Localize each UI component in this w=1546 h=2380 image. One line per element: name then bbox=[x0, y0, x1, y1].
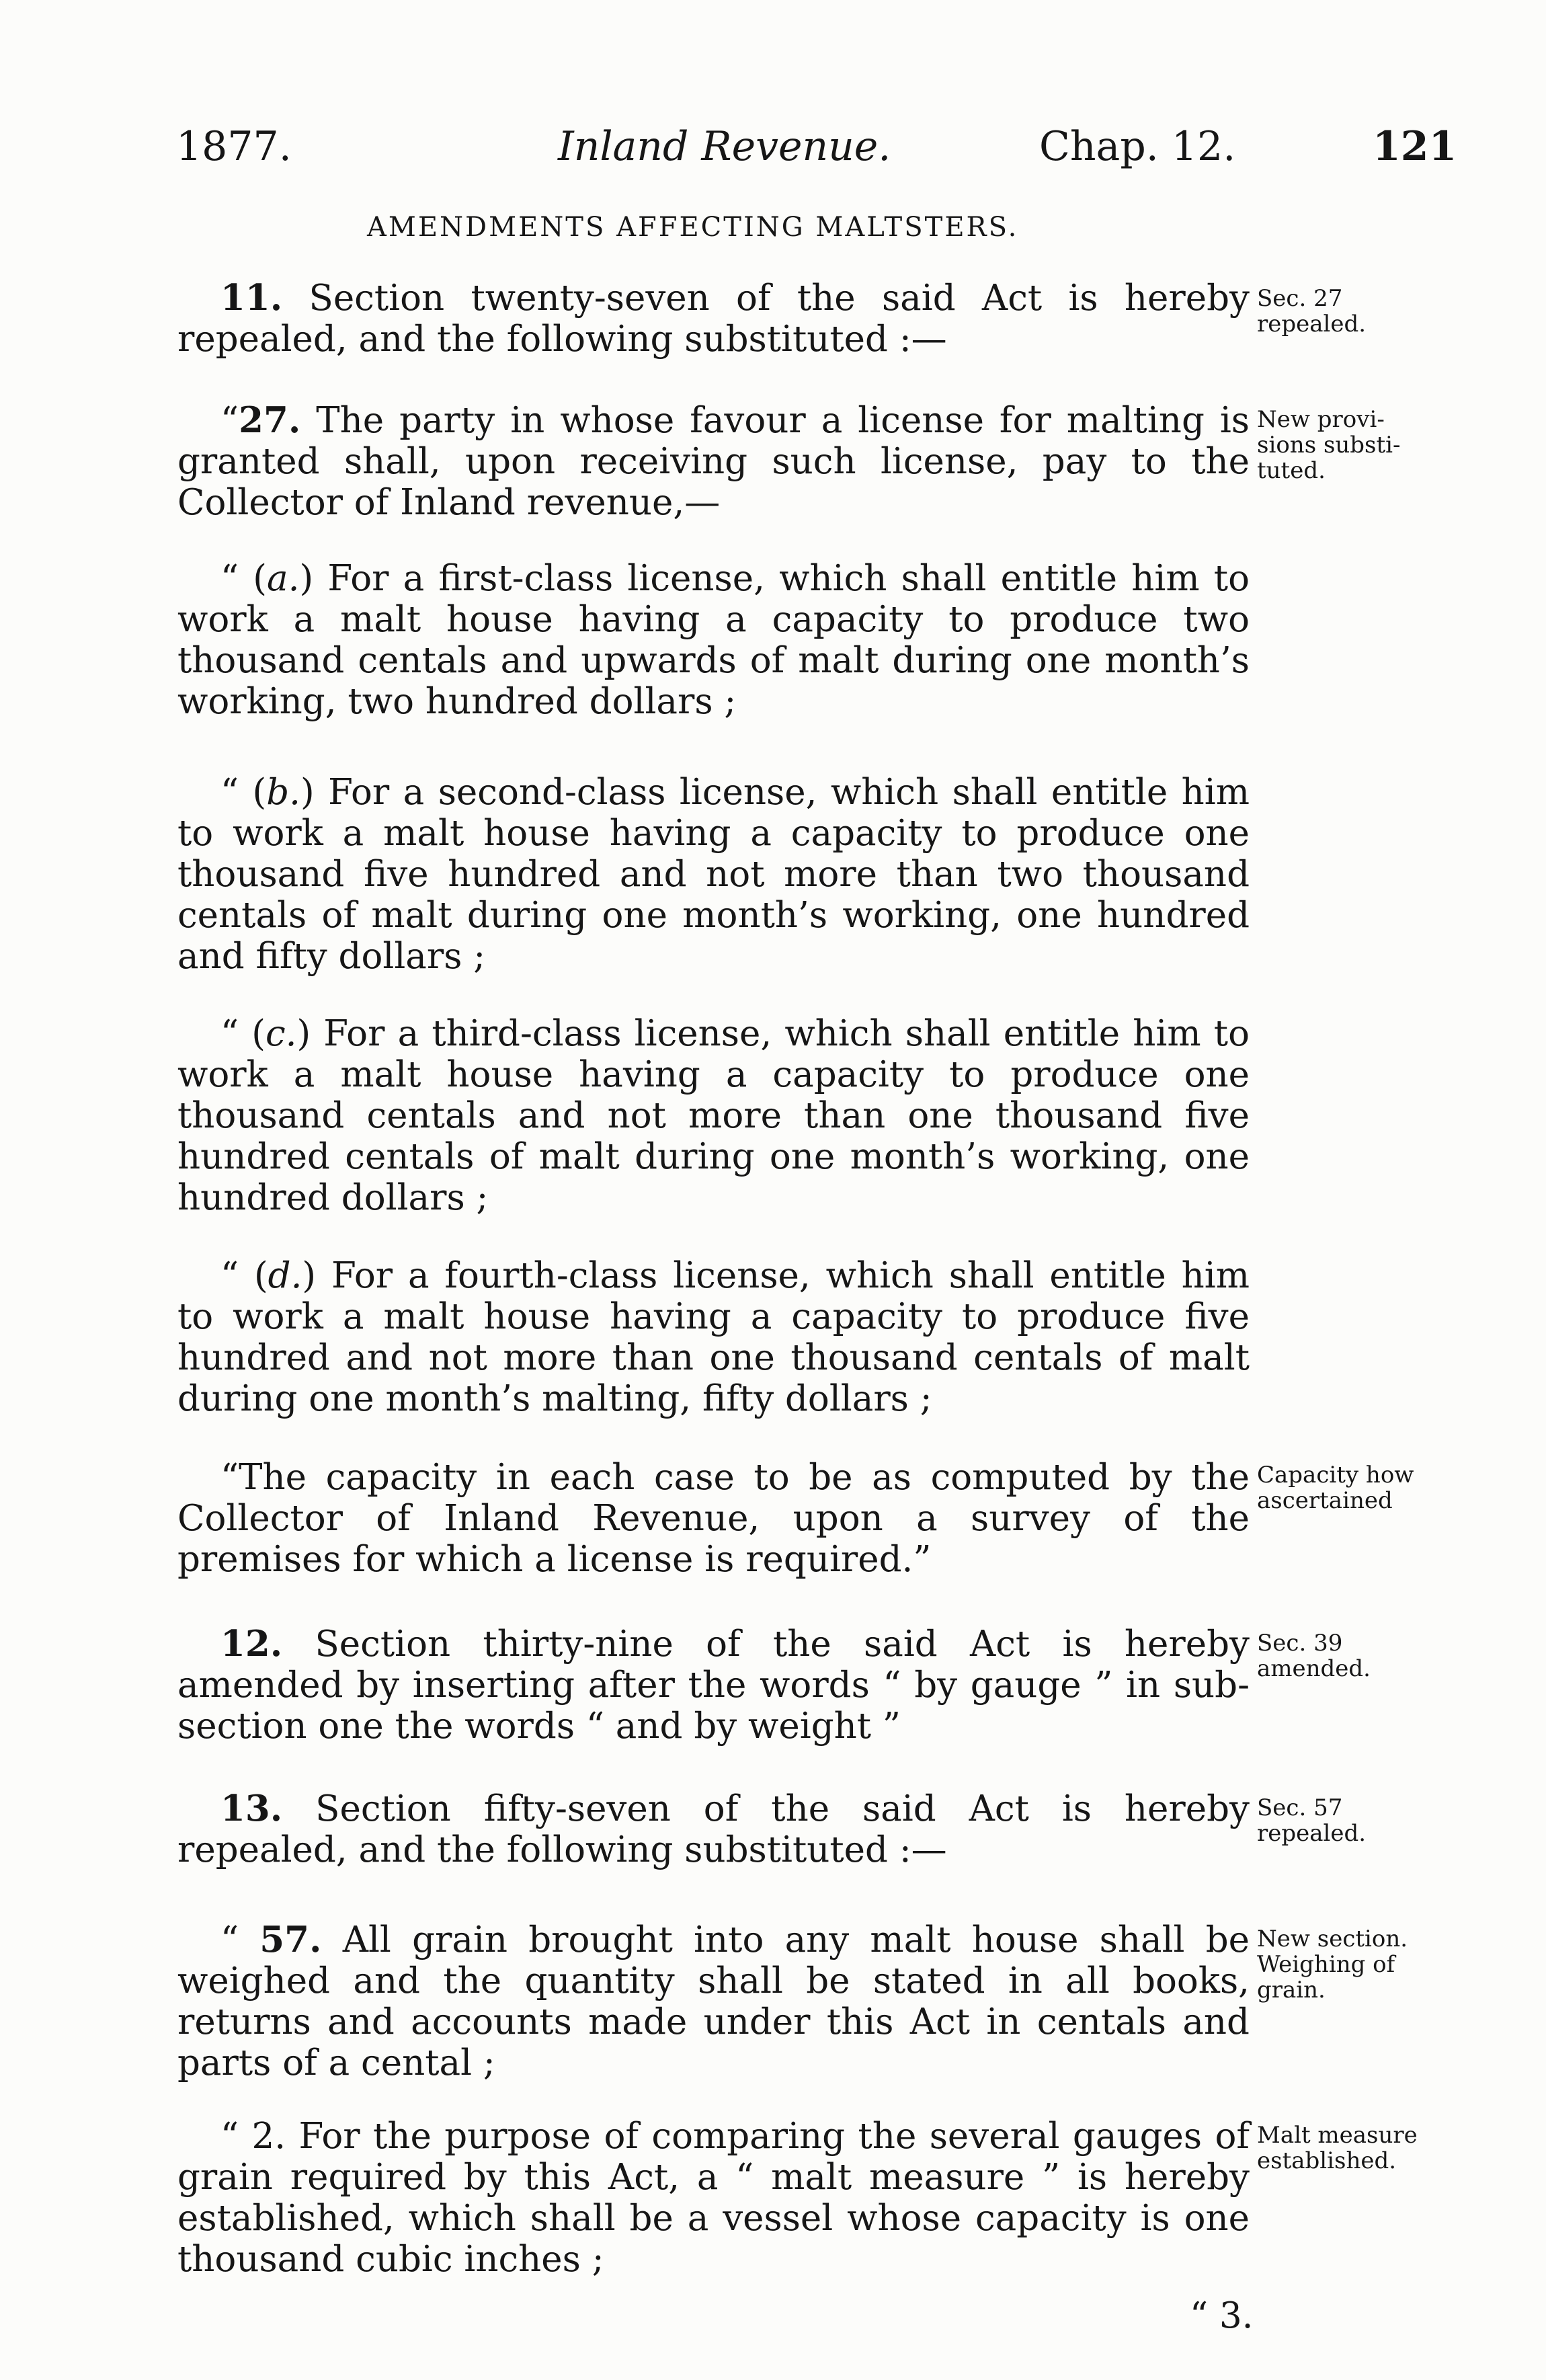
chapter-label: Chap. 12. bbox=[1039, 123, 1236, 170]
subsection-2-paragraph: “ 2. For the purpose of comparing the several gauges of grain required by this Act, a “ malt measure ” is hereby established, which shall be a vessel whose capacity is one thousand cubic inches ; bbox=[177, 2116, 1250, 2280]
section-57-paragraph: “ 57. All grain brought into any malt house shall be weighed and the quantity shall be stated in all books, returns and accounts made under this Act in centals and parts of a cental ; bbox=[177, 1919, 1250, 2084]
margin-note-new-provisions: New provi- sions substi- tuted. bbox=[1257, 406, 1401, 484]
clause-b-paragraph: “ (b.) For a second-class license, which shall entitle him to work a malt house having a capacity to produce one thousand five hundred and not more than two thousand centals of malt during one month’s working, one hundred and fifty dollars ; bbox=[177, 772, 1250, 977]
page-number: 121 bbox=[1373, 123, 1457, 170]
clause-a-paragraph: “ (a.) For a first-class license, which shall entitle him to work a malt house having a capacity to produce two thousand centals and upwards of malt during one month’s working, two hundred dollars ; bbox=[177, 558, 1250, 722]
margin-note-sec-27: Sec. 27 repealed. bbox=[1257, 285, 1367, 338]
margin-note-new-section: New section. Weighing of grain. bbox=[1257, 1926, 1408, 2004]
catchword: “ 3. bbox=[1190, 2295, 1254, 2336]
margin-note-malt-measure: Malt measure established. bbox=[1257, 2122, 1418, 2174]
section-heading: AMENDMENTS AFFECTING MALTSTERS. bbox=[367, 212, 1019, 243]
margin-note-sec-57: Sec. 57 repealed. bbox=[1257, 1794, 1367, 1847]
section-27-paragraph: “27. The party in whose favour a license for malting is granted shall, upon receiving such license, pay to the Collector of Inland revenue,— bbox=[177, 399, 1250, 523]
clause-d-paragraph: “ (d.) For a fourth-class license, which shall entitle him to work a malt house having a capacity to produce five hundred and not more than one thousand centals of malt during one month’s malting, fifty dollars ; bbox=[177, 1255, 1250, 1419]
running-title: Inland Revenue. bbox=[558, 123, 891, 170]
margin-note-sec-39: Sec. 39 amended. bbox=[1257, 1630, 1371, 1682]
section-13-paragraph: 13. Section fifty-seven of the said Act is hereby repealed, and the following substituted :— bbox=[177, 1788, 1250, 1870]
section-12-paragraph: 12. Section thirty-nine of the said Act is hereby amended by inserting after the words “ by gauge ” in sub-section one the words “ and by weight ” bbox=[177, 1623, 1250, 1747]
clause-c-paragraph: “ (c.) For a third-class license, which shall entitle him to work a malt house having a capacity to produce one thousand centals and not more than one thousand five hundred centals of malt during one month’s working, one hundred dollars ; bbox=[177, 1013, 1250, 1218]
page-year: 1877. bbox=[176, 123, 292, 170]
capacity-paragraph: “The capacity in each case to be as computed by the Collector of Inland Revenue, upon a survey of the premises for which a license is required.” bbox=[177, 1457, 1250, 1580]
margin-note-capacity: Capacity how ascertained bbox=[1257, 1462, 1414, 1514]
section-11-paragraph: 11. Section twenty-seven of the said Act is hereby repealed, and the following substituted :— bbox=[177, 277, 1250, 360]
